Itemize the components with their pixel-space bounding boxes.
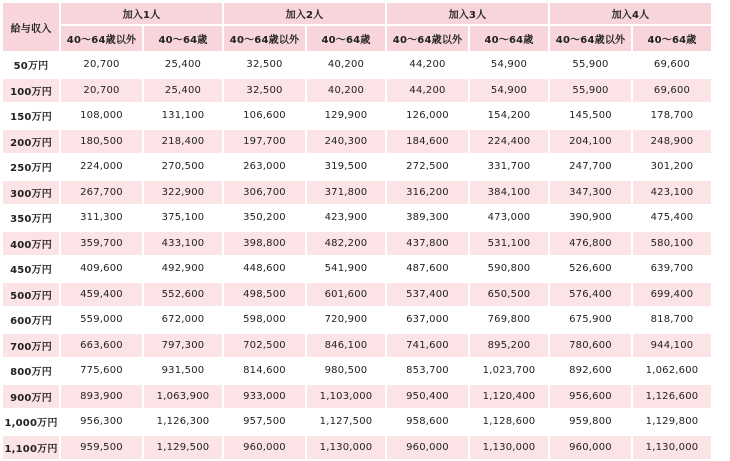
table-cell: 960,000: [224, 436, 305, 460]
table-cell: 552,600: [144, 283, 222, 307]
table-cell: 69,600: [633, 79, 711, 103]
table-cell: 482,200: [307, 232, 385, 256]
table-cell: 895,200: [470, 334, 548, 358]
table-cell: 1,127,500: [307, 410, 385, 434]
table-cell: 1,063,900: [144, 385, 222, 409]
group-header-1: 加入1人: [61, 3, 222, 24]
table-cell: 224,400: [470, 130, 548, 154]
table-cell: 20,700: [61, 79, 142, 103]
subheader-40-64: 40～64歳: [144, 26, 222, 51]
table-cell: 311,300: [61, 206, 142, 230]
table-cell: 154,200: [470, 104, 548, 128]
table-cell: 25,400: [144, 53, 222, 77]
row-label-income: 200万円: [3, 130, 59, 154]
table-row: [3, 359, 711, 383]
table-cell: 741,600: [387, 334, 468, 358]
table-header: [3, 3, 711, 51]
table-cell: 559,000: [61, 308, 142, 332]
table-cell: 54,900: [470, 53, 548, 77]
table-cell: 248,900: [633, 130, 711, 154]
table-row: [3, 79, 711, 103]
table-cell: 433,100: [144, 232, 222, 256]
table-row: [3, 104, 711, 128]
table-cell: 224,000: [61, 155, 142, 179]
table-row: [3, 155, 711, 179]
table-cell: 319,500: [307, 155, 385, 179]
table-cell: 55,900: [550, 79, 631, 103]
table-cell: 541,900: [307, 257, 385, 281]
table-cell: 699,400: [633, 283, 711, 307]
subheader-40-64: 40～64歳: [633, 26, 711, 51]
table-cell: 537,400: [387, 283, 468, 307]
table-row: [3, 232, 711, 256]
table-cell: 590,800: [470, 257, 548, 281]
table-cell: 1,103,000: [307, 385, 385, 409]
table-cell: 1,130,000: [633, 436, 711, 460]
table-cell: 637,000: [387, 308, 468, 332]
table-cell: 853,700: [387, 359, 468, 383]
table-cell: 933,000: [224, 385, 305, 409]
table-cell: 350,200: [224, 206, 305, 230]
table-cell: 1,129,500: [144, 436, 222, 460]
row-label-income: 500万円: [3, 283, 59, 307]
table-cell: 55,900: [550, 53, 631, 77]
table-cell: 473,000: [470, 206, 548, 230]
table-cell: 1,129,800: [633, 410, 711, 434]
table-cell: 893,900: [61, 385, 142, 409]
table-cell: 267,700: [61, 181, 142, 205]
table-cell: 526,600: [550, 257, 631, 281]
table-cell: 960,000: [550, 436, 631, 460]
row-label-income: 900万円: [3, 385, 59, 409]
table-cell: 384,100: [470, 181, 548, 205]
table-cell: 270,500: [144, 155, 222, 179]
row-label-income: 100万円: [3, 79, 59, 103]
insurance-premium-table: [1, 1, 713, 461]
table-cell: 797,300: [144, 334, 222, 358]
row-label-income: 800万円: [3, 359, 59, 383]
table-row: [3, 130, 711, 154]
table-cell: 957,500: [224, 410, 305, 434]
table-cell: 347,300: [550, 181, 631, 205]
table-cell: 375,100: [144, 206, 222, 230]
table-row: [3, 181, 711, 205]
table-cell: 931,500: [144, 359, 222, 383]
table-cell: 598,000: [224, 308, 305, 332]
table-cell: 126,000: [387, 104, 468, 128]
table-cell: 69,600: [633, 53, 711, 77]
table-cell: 487,600: [387, 257, 468, 281]
subheader-non-40-64: 40～64歳以外: [61, 26, 142, 51]
table-cell: 218,400: [144, 130, 222, 154]
table-cell: 40,200: [307, 79, 385, 103]
group-header-4: 加入4人: [550, 3, 711, 24]
table-cell: 960,000: [387, 436, 468, 460]
table-cell: 1,126,600: [633, 385, 711, 409]
table-cell: 980,500: [307, 359, 385, 383]
table-cell: 1,062,600: [633, 359, 711, 383]
table-cell: 950,400: [387, 385, 468, 409]
subheader-non-40-64: 40～64歳以外: [550, 26, 631, 51]
table-cell: 476,800: [550, 232, 631, 256]
table-row: [3, 283, 711, 307]
table-cell: 240,300: [307, 130, 385, 154]
table-cell: 409,600: [61, 257, 142, 281]
subheader-non-40-64: 40～64歳以外: [387, 26, 468, 51]
table-cell: 131,100: [144, 104, 222, 128]
row-label-income: 1,000万円: [3, 410, 59, 434]
table-row: [3, 334, 711, 358]
table-cell: 601,600: [307, 283, 385, 307]
table-cell: 145,500: [550, 104, 631, 128]
table-cell: 54,900: [470, 79, 548, 103]
table-row: [3, 257, 711, 281]
table-cell: 1,130,000: [470, 436, 548, 460]
row-label-income: 700万円: [3, 334, 59, 358]
table-cell: 1,126,300: [144, 410, 222, 434]
table-cell: 814,600: [224, 359, 305, 383]
table-cell: 301,200: [633, 155, 711, 179]
table-cell: 423,100: [633, 181, 711, 205]
table-cell: 958,600: [387, 410, 468, 434]
table-cell: 20,700: [61, 53, 142, 77]
table-cell: 775,600: [61, 359, 142, 383]
table-cell: 531,100: [470, 232, 548, 256]
table-cell: 180,500: [61, 130, 142, 154]
subheader-non-40-64: 40～64歳以外: [224, 26, 305, 51]
table-cell: 32,500: [224, 79, 305, 103]
table-cell: 197,700: [224, 130, 305, 154]
row-label-income: 450万円: [3, 257, 59, 281]
table-cell: 475,400: [633, 206, 711, 230]
table-cell: 769,800: [470, 308, 548, 332]
table-body: [3, 53, 711, 459]
table-cell: 40,200: [307, 53, 385, 77]
table-cell: 316,200: [387, 181, 468, 205]
table-cell: 576,400: [550, 283, 631, 307]
table-cell: 720,900: [307, 308, 385, 332]
table-row: [3, 308, 711, 332]
table-cell: 956,600: [550, 385, 631, 409]
table-cell: 272,500: [387, 155, 468, 179]
table-cell: 639,700: [633, 257, 711, 281]
table-cell: 448,600: [224, 257, 305, 281]
table-cell: 702,500: [224, 334, 305, 358]
table-cell: 1,128,600: [470, 410, 548, 434]
table-cell: 959,800: [550, 410, 631, 434]
table-cell: 675,900: [550, 308, 631, 332]
table-cell: 672,000: [144, 308, 222, 332]
table-cell: 580,100: [633, 232, 711, 256]
table-cell: 44,200: [387, 53, 468, 77]
table-row: [3, 436, 711, 460]
table-cell: 959,500: [61, 436, 142, 460]
table-cell: 108,000: [61, 104, 142, 128]
table-cell: 1,023,700: [470, 359, 548, 383]
table-cell: 398,800: [224, 232, 305, 256]
table-cell: 780,600: [550, 334, 631, 358]
table-cell: 389,300: [387, 206, 468, 230]
table-row: [3, 385, 711, 409]
row-label-income: 300万円: [3, 181, 59, 205]
table-cell: 1,120,400: [470, 385, 548, 409]
table-cell: 846,100: [307, 334, 385, 358]
table-cell: 459,400: [61, 283, 142, 307]
table-cell: 818,700: [633, 308, 711, 332]
table-cell: 423,900: [307, 206, 385, 230]
table-cell: 944,100: [633, 334, 711, 358]
table-row: [3, 206, 711, 230]
corner-header-salary-income: 給与収入: [3, 3, 59, 51]
subheader-40-64: 40～64歳: [307, 26, 385, 51]
table-cell: 892,600: [550, 359, 631, 383]
row-label-income: 600万円: [3, 308, 59, 332]
table-cell: 390,900: [550, 206, 631, 230]
table-row: [3, 410, 711, 434]
group-header-2: 加入2人: [224, 3, 385, 24]
row-label-income: 50万円: [3, 53, 59, 77]
table-cell: 44,200: [387, 79, 468, 103]
table-cell: 184,600: [387, 130, 468, 154]
table-cell: 247,700: [550, 155, 631, 179]
table-cell: 306,700: [224, 181, 305, 205]
table-cell: 437,800: [387, 232, 468, 256]
table-cell: 25,400: [144, 79, 222, 103]
table-cell: 663,600: [61, 334, 142, 358]
table-cell: 650,500: [470, 283, 548, 307]
group-header-3: 加入3人: [387, 3, 548, 24]
table-cell: 322,900: [144, 181, 222, 205]
table-cell: 956,300: [61, 410, 142, 434]
row-label-income: 400万円: [3, 232, 59, 256]
row-label-income: 350万円: [3, 206, 59, 230]
table-cell: 178,700: [633, 104, 711, 128]
table-cell: 359,700: [61, 232, 142, 256]
table-cell: 32,500: [224, 53, 305, 77]
table-cell: 498,500: [224, 283, 305, 307]
table-cell: 331,700: [470, 155, 548, 179]
table-cell: 204,100: [550, 130, 631, 154]
row-label-income: 250万円: [3, 155, 59, 179]
table-cell: 129,900: [307, 104, 385, 128]
table-row: [3, 53, 711, 77]
row-label-income: 150万円: [3, 104, 59, 128]
table-cell: 263,000: [224, 155, 305, 179]
table-cell: 106,600: [224, 104, 305, 128]
table-cell: 492,900: [144, 257, 222, 281]
table-cell: 1,130,000: [307, 436, 385, 460]
subheader-40-64: 40～64歳: [470, 26, 548, 51]
table-cell: 371,800: [307, 181, 385, 205]
row-label-income: 1,100万円: [3, 436, 59, 460]
